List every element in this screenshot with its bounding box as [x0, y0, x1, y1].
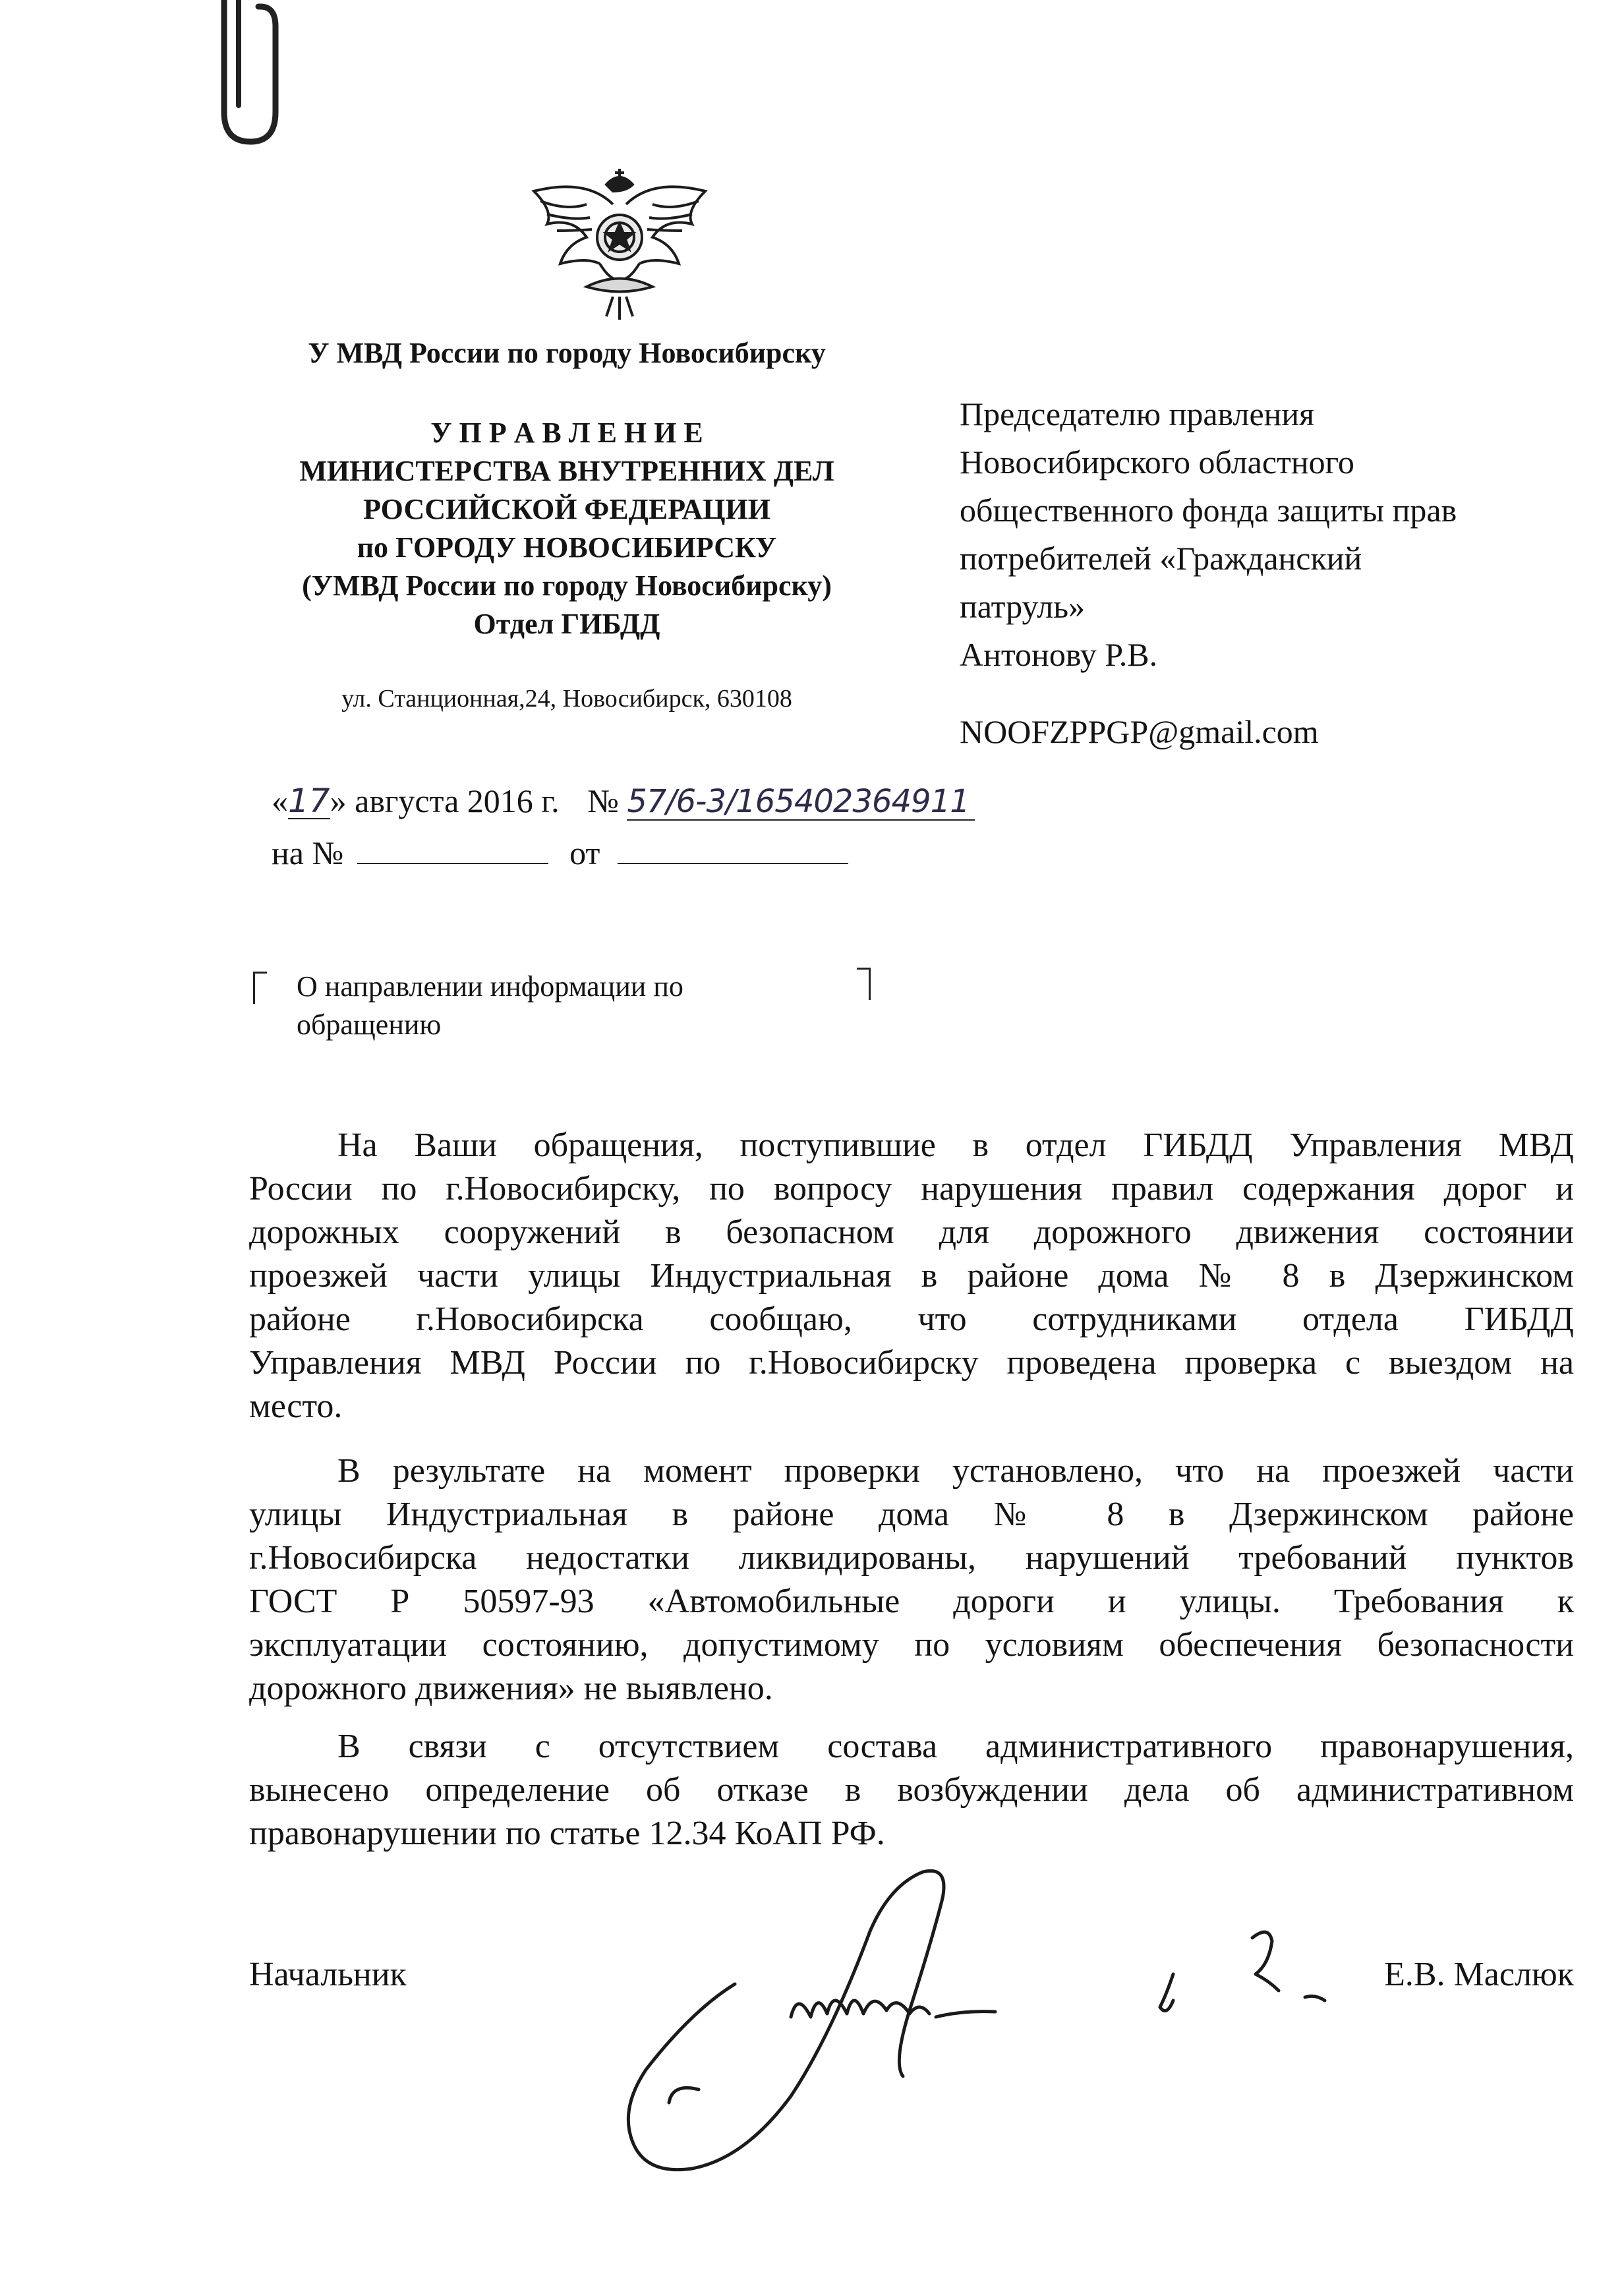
- recipient-line: Председателю правления: [960, 395, 1315, 432]
- date-rest: » августа 2016 г.: [330, 782, 560, 819]
- body-line: В результате на момент проверки установлено, что на проезжей части: [337, 1452, 1574, 1490]
- subject-line: О направлении информации по: [297, 970, 683, 1003]
- body-line: г.Новосибирска недостатки ликвидированы, нарушений требований пунктов: [249, 1539, 1574, 1577]
- org-line: РОССИЙСКОЙ ФЕДЕРАЦИИ: [363, 493, 770, 525]
- signatory-name: Е.В. Маслюк: [1384, 1956, 1574, 1993]
- body-line: вынесено определение об отказе в возбуждении дела об административном: [249, 1771, 1574, 1809]
- body-line: России по г.Новосибирску, по вопросу нарушения правил содержания дорог и: [249, 1170, 1574, 1208]
- body-line: В связи с отсутствием состава административного правонарушения,: [337, 1728, 1574, 1765]
- org-address: ул. Станционная,24, Новосибирск, 630108: [341, 685, 792, 713]
- signatory-title: Начальник: [249, 1956, 407, 1993]
- body-line: правонарушении по статье 12.34 КоАП РФ.: [249, 1815, 885, 1852]
- reply-number-field: [357, 834, 548, 864]
- org-line: Отдел ГИБДД: [473, 608, 660, 640]
- date-day: 17: [288, 782, 330, 820]
- recipient-line: патруль»: [960, 588, 1086, 625]
- date-open: «: [272, 782, 288, 819]
- document-number: 57/6-3/165402364911: [627, 784, 974, 821]
- body-paragraph-3: [249, 1725, 1574, 1855]
- body-paragraph-2: [249, 1449, 1574, 1710]
- body-line: проезжей части улицы Индустриальная в районе дома № 8 в Дзержинском: [249, 1257, 1574, 1295]
- body-line: ГОСТ Р 50597-93 «Автомобильные дороги и улицы. Требования к: [249, 1583, 1574, 1620]
- recipient-block: [960, 390, 1457, 679]
- paper-clip-icon: [198, 0, 303, 158]
- org-line: (УМВД России по городу Новосибирску): [302, 570, 832, 602]
- reply-number-label: на №: [272, 834, 344, 871]
- body-line: дорожного движения» не выявлено.: [249, 1670, 773, 1707]
- reply-date-field: [618, 834, 848, 864]
- recipient-email: NOOFZPPGP@gmail.com: [960, 713, 1319, 750]
- subject-line: обращению: [297, 1008, 442, 1041]
- body-line: улицы Индустриальная в районе дома № 8 в Дзержинском районе: [249, 1496, 1574, 1533]
- date-number-line: [272, 780, 975, 822]
- recipient-line: общественного фонда защиты прав: [960, 492, 1457, 529]
- subject-block: [297, 968, 683, 1044]
- org-line: МИНИСТЕРСТВА ВНУТРЕННИХ ДЕЛ: [299, 455, 834, 487]
- body-line: место.: [249, 1387, 343, 1425]
- body-line: Управления МВД России по г.Новосибирску проведена проверка с выездом на: [249, 1344, 1574, 1382]
- body-line: эксплуатации состоянию, допустимому по условиям обеспечения безопасности: [249, 1626, 1574, 1664]
- recipient-line: Новосибирского областного: [960, 444, 1354, 481]
- subject-bracket-left: [253, 972, 267, 1004]
- subject-bracket-right: [857, 968, 871, 1000]
- reply-reference-line: [272, 832, 848, 874]
- org-name-block: [250, 414, 883, 643]
- org-line: по ГОРОДУ НОВОСИБИРСКУ: [357, 531, 777, 564]
- handwritten-signature: [593, 1859, 1371, 2228]
- body-line: На Ваши обращения, поступившие в отдел ГИБДД Управления МВД: [337, 1126, 1574, 1164]
- org-line: У П Р А В Л Е Н И Е: [430, 417, 703, 449]
- body-line: дорожных сооружений в безопасном для дорожного движения состоянии: [249, 1213, 1574, 1251]
- emblem-icon: [508, 165, 732, 323]
- recipient-line: потребителей «Гражданский: [960, 540, 1362, 577]
- body-line: районе г.Новосибирска сообщаю, что сотрудниками отдела ГИБДД: [249, 1300, 1574, 1338]
- recipient-line: Антонову Р.В.: [960, 636, 1158, 673]
- dept-line: У МВД России по городу Новосибирску: [308, 337, 826, 369]
- body-paragraph-1: [249, 1124, 1574, 1428]
- reply-from-label: от: [569, 834, 600, 871]
- number-label: №: [587, 782, 619, 819]
